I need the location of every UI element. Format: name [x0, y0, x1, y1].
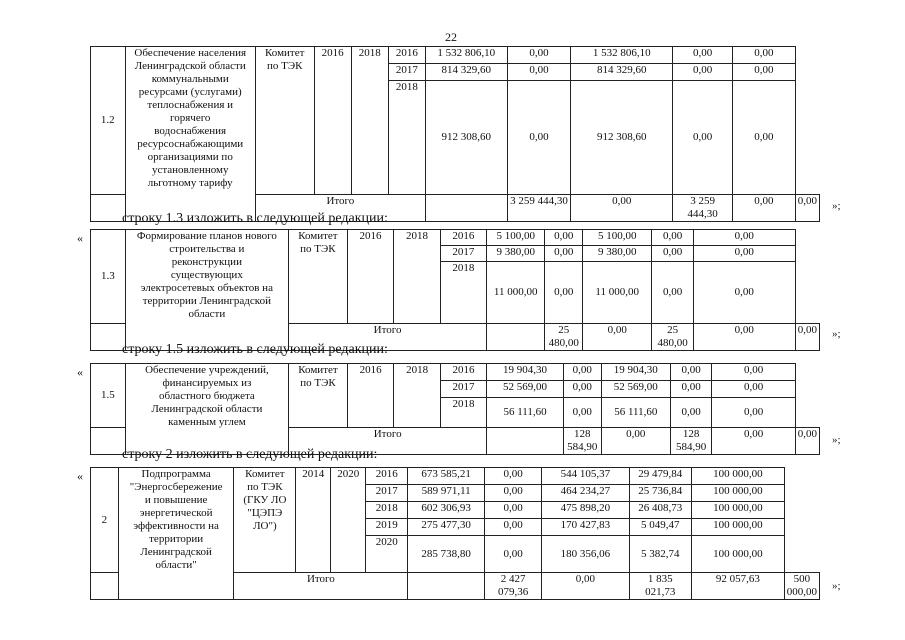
year-cell: 2017 [388, 64, 425, 81]
value-cell: 0,00 [507, 81, 570, 195]
value-cell: 170 427,83 [542, 519, 629, 536]
value-cell: 0,00 [733, 64, 796, 81]
total-value: 0,00 [712, 428, 795, 455]
table-row-2 [90, 467, 820, 600]
value-cell: 464 234,27 [542, 485, 629, 502]
executor-cell: Комитет по ТЭК [255, 47, 314, 195]
total-label: Итого [289, 428, 487, 455]
value-cell: 0,00 [545, 262, 583, 324]
end-year: 2018 [394, 364, 440, 428]
total-value: 92 057,63 [692, 573, 785, 600]
value-cell: 26 408,73 [629, 502, 692, 519]
opening-quote: « [77, 365, 83, 379]
total-value: 0,00 [693, 324, 795, 351]
value-cell: 0,00 [507, 64, 570, 81]
value-cell: 0,00 [693, 262, 795, 324]
value-cell: 0,00 [652, 246, 694, 262]
value-cell: 0,00 [673, 47, 733, 64]
value-cell: 0,00 [484, 519, 541, 536]
total-value: 0,00 [795, 195, 819, 222]
total-value: 25 480,00 [652, 324, 694, 351]
total-value: 0,00 [542, 573, 629, 600]
value-cell: 0,00 [484, 468, 541, 485]
total-value: 0,00 [795, 428, 819, 455]
value-cell: 25 736,84 [629, 485, 692, 502]
value-cell: 0,00 [484, 502, 541, 519]
value-cell: 0,00 [693, 230, 795, 246]
total-value: 3 259 444,30 [673, 195, 733, 222]
value-cell: 0,00 [484, 485, 541, 502]
value-cell: 0,00 [673, 64, 733, 81]
value-cell: 100 000,00 [692, 502, 785, 519]
value-cell: 912 308,60 [571, 81, 673, 195]
value-cell: 0,00 [712, 381, 795, 398]
value-cell: 0,00 [670, 364, 711, 381]
page-number: 22 [445, 30, 457, 44]
value-cell: 285 738,80 [408, 536, 485, 573]
end-year: 2018 [394, 230, 440, 324]
value-cell: 0,00 [652, 230, 694, 246]
caption-1-3: строку 1.3 изложить в следующей редакции: [122, 211, 388, 226]
value-cell: 100 000,00 [692, 468, 785, 485]
value-cell: 602 306,93 [408, 502, 485, 519]
year-cell: 2020 [366, 536, 408, 573]
total-value: 25 480,00 [545, 324, 583, 351]
value-cell: 0,00 [670, 381, 711, 398]
value-cell: 814 329,60 [571, 64, 673, 81]
year-cell: 2019 [366, 519, 408, 536]
value-cell: 5 100,00 [487, 230, 545, 246]
start-year: 2016 [347, 230, 393, 324]
total-value: 0,00 [795, 324, 819, 351]
total-label: Итого [288, 324, 486, 351]
closing-quote: »; [832, 328, 841, 340]
closing-quote: »; [832, 434, 841, 446]
opening-quote: « [77, 231, 83, 245]
description-cell: Обеспечение населения Ленинградской области коммунальными ресурсами (услугами) теплоснабжения и горячего водоснабжения ресурсоснабжающими организациями по установленному льготному тарифу [125, 47, 255, 222]
empty-cell [91, 573, 119, 600]
opening-quote: « [77, 469, 83, 483]
empty-cell [425, 195, 507, 222]
row-number: 1.2 [91, 47, 126, 195]
year-cell: 2016 [388, 47, 425, 64]
value-cell: 912 308,60 [425, 81, 507, 195]
value-cell: 0,00 [563, 381, 601, 398]
value-cell: 11 000,00 [487, 262, 545, 324]
year-cell: 2018 [366, 502, 408, 519]
value-cell: 9 380,00 [487, 246, 545, 262]
year-cell: 2016 [440, 230, 486, 246]
empty-cell [487, 428, 564, 455]
table-row-1-2 [90, 46, 820, 222]
year-cell: 2016 [366, 468, 408, 485]
total-value: 0,00 [571, 195, 673, 222]
value-cell: 11 000,00 [583, 262, 652, 324]
value-cell: 0,00 [652, 262, 694, 324]
empty-cell [91, 428, 126, 455]
value-cell: 1 532 806,10 [425, 47, 507, 64]
value-cell: 100 000,00 [692, 536, 785, 573]
closing-quote: »; [832, 200, 841, 212]
value-cell: 19 904,30 [487, 364, 564, 381]
value-cell: 814 329,60 [425, 64, 507, 81]
row-number: 2 [91, 468, 119, 573]
end-year: 2020 [331, 468, 366, 573]
row-number: 1.5 [91, 364, 126, 428]
value-cell: 0,00 [670, 398, 711, 428]
empty-cell [408, 573, 485, 600]
value-cell: 5 049,47 [629, 519, 692, 536]
value-cell: 673 585,21 [408, 468, 485, 485]
total-value: 1 835 021,73 [629, 573, 692, 600]
year-cell: 2017 [366, 485, 408, 502]
value-cell: 100 000,00 [692, 519, 785, 536]
empty-cell [91, 195, 126, 222]
total-label: Итого [255, 195, 425, 222]
value-cell: 5 382,74 [629, 536, 692, 573]
empty-cell [487, 324, 545, 351]
value-cell: 0,00 [712, 364, 795, 381]
description-cell: Подпрограмма "Энергосбережение и повышение энергетической эффективности на территории Ленинградской области" [118, 468, 234, 600]
end-year: 2018 [351, 47, 388, 195]
start-year: 2014 [296, 468, 331, 573]
value-cell: 0,00 [484, 536, 541, 573]
closing-quote: »; [832, 580, 841, 592]
caption-2: строку 2 изложить в следующей редакции: [122, 447, 378, 462]
total-value: 128 584,90 [563, 428, 601, 455]
year-cell: 2016 [440, 364, 486, 381]
executor-cell: Комитет по ТЭК (ГКУ ЛО "ЦЭПЭ ЛО") [234, 468, 296, 573]
start-year: 2016 [347, 364, 393, 428]
caption-1-5: строку 1.5 изложить в следующей редакции: [122, 342, 388, 357]
total-value: 0,00 [733, 195, 796, 222]
year-cell: 2018 [388, 81, 425, 195]
value-cell: 5 100,00 [583, 230, 652, 246]
description-cell: Обеспечение учреждений, финансируемых из областного бюджета Ленинградской области каменным углем [125, 364, 288, 455]
description-cell: Формирование планов нового строительства и реконструкции существующих электросетевых объектов на территории Ленинградской области [125, 230, 288, 351]
value-cell: 0,00 [545, 230, 583, 246]
value-cell: 475 898,20 [542, 502, 629, 519]
value-cell: 0,00 [673, 81, 733, 195]
year-cell: 2017 [440, 381, 486, 398]
value-cell: 0,00 [563, 364, 601, 381]
total-value: 128 584,90 [670, 428, 711, 455]
total-label: Итого [234, 573, 408, 600]
executor-cell: Комитет по ТЭК [289, 364, 348, 428]
total-value: 500 000,00 [784, 573, 819, 600]
total-value: 0,00 [601, 428, 670, 455]
value-cell: 180 356,06 [542, 536, 629, 573]
table-row-1-3 [90, 229, 820, 351]
value-cell: 29 479,84 [629, 468, 692, 485]
value-cell: 0,00 [733, 81, 796, 195]
value-cell: 589 971,11 [408, 485, 485, 502]
value-cell: 275 477,30 [408, 519, 485, 536]
executor-cell: Комитет по ТЭК [288, 230, 347, 324]
total-value: 0,00 [583, 324, 652, 351]
value-cell: 1 532 806,10 [571, 47, 673, 64]
value-cell: 0,00 [563, 398, 601, 428]
total-value: 2 427 079,36 [484, 573, 541, 600]
value-cell: 0,00 [733, 47, 796, 64]
empty-cell [91, 324, 126, 351]
value-cell: 544 105,37 [542, 468, 629, 485]
value-cell: 9 380,00 [583, 246, 652, 262]
table-row-1-5 [90, 363, 820, 455]
year-cell: 2017 [440, 246, 486, 262]
row-number: 1.3 [91, 230, 126, 324]
value-cell: 56 111,60 [601, 398, 670, 428]
value-cell: 100 000,00 [692, 485, 785, 502]
value-cell: 52 569,00 [487, 381, 564, 398]
value-cell: 56 111,60 [487, 398, 564, 428]
value-cell: 19 904,30 [601, 364, 670, 381]
value-cell: 0,00 [545, 246, 583, 262]
total-value: 3 259 444,30 [507, 195, 570, 222]
start-year: 2016 [314, 47, 351, 195]
year-cell: 2018 [440, 262, 486, 324]
year-cell: 2018 [440, 398, 486, 428]
value-cell: 0,00 [693, 246, 795, 262]
value-cell: 0,00 [712, 398, 795, 428]
value-cell: 52 569,00 [601, 381, 670, 398]
value-cell: 0,00 [507, 47, 570, 64]
